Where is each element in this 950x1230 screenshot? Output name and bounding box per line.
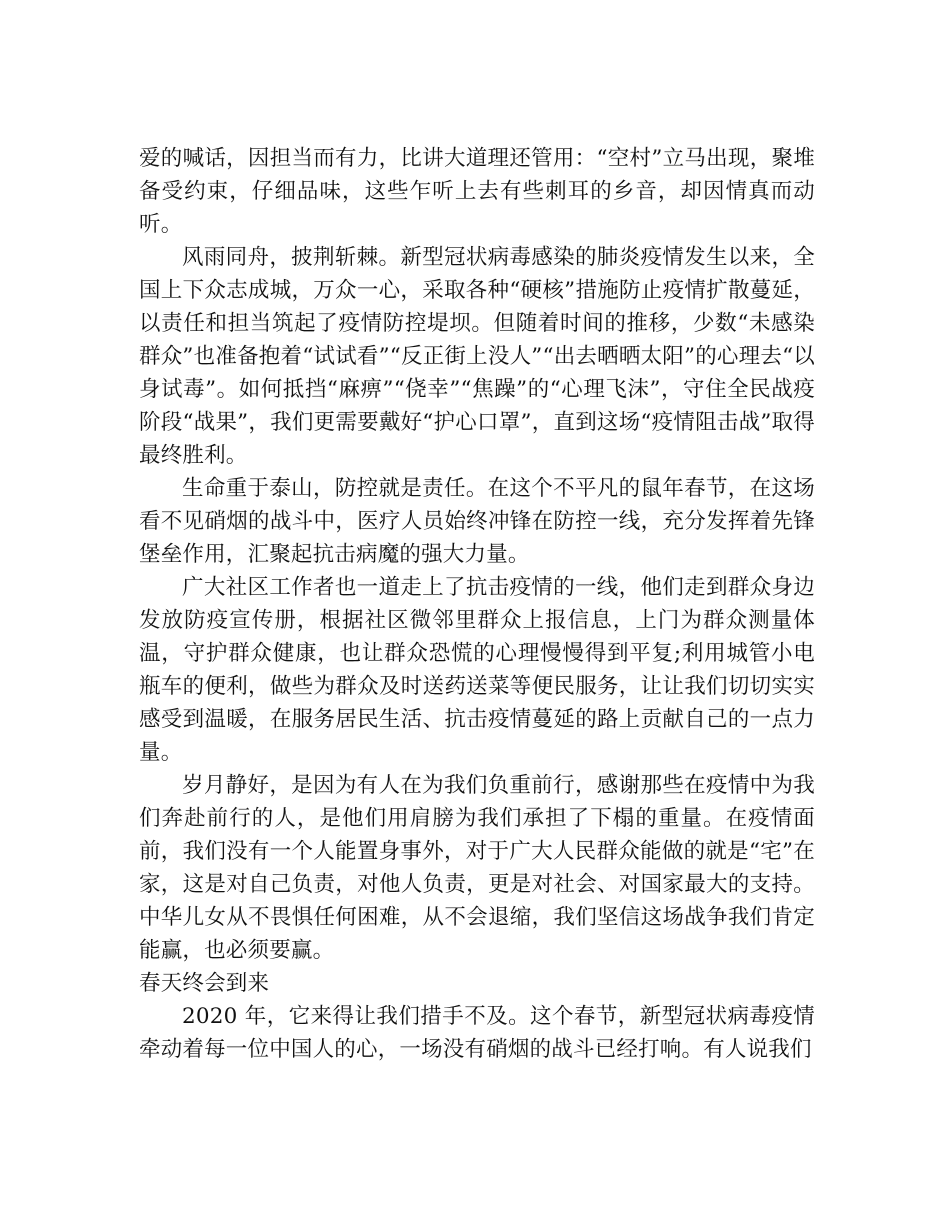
paragraph-continued: 爱的喊话，因担当而有力，比讲大道理还管用：“空村”立马出现，聚堆备受约束，仔细品味，这些乍听上去有些刺耳的乡音，却因情真而动听。 xyxy=(139,146,815,237)
paragraph: 风雨同舟，披荆斩棘。新型冠状病毒感染的肺炎疫情发生以来，全国上下众志成城，万众一心，采取各种“硬核”措施防止疫情扩散蔓延，以责任和担当筑起了疫情防控堤坝。但随着时间的推移，少数“未感染群众”也准备抱着“试试看”“反正街上没人”“出去晒晒太阳”的心理去“以身试毒”。如何抵挡“麻痹”“侥幸”“焦躁”的“心理飞沫”，守住全民战疫阶段“战果”，我们更需要戴好“护心口罩”，直到这场“疫情阻击战”取得最终胜利。 xyxy=(139,245,815,468)
section-heading: 春天终会到来 xyxy=(139,971,270,996)
paragraph: 岁月静好，是因为有人在为我们负重前行，感谢那些在疫情中为我们奔赴前行的人，是他们用肩膀为我们承担了下榻的重量。在疫情面前，我们没有一个人能置身事外，对于广大人民群众能做的就是“宅”在家，这是对自己负责，对他人负责，更是对社会、对国家最大的支持。中华儿女从不畏惧任何困难，从不会退缩，我们坚信这场战争我们肯定能赢，也必须要赢。 xyxy=(139,773,815,963)
paragraph: 2020 年，它来得让我们措手不及。这个春节，新型冠状病毒疫情牵动着每一位中国人的心，一场没有硝烟的战斗已经打响。有人说我们 xyxy=(139,1004,815,1062)
paragraph: 广大社区工作者也一道走上了抗击疫情的一线，他们走到群众身边发放防疫宣传册，根据社区微邻里群众上报信息，上门为群众测量体温，守护群众健康，也让群众恐慌的心理慢慢得到平复;利用城管小电瓶车的便利，做些为群众及时送药送菜等便民服务，让让我们切切实实感受到温暖，在服务居民生活、抗击疫情蔓延的路上贡献自己的一点力量。 xyxy=(139,575,815,765)
paragraph: 生命重于泰山，防控就是责任。在这个不平凡的鼠年春节，在这场看不见硝烟的战斗中，医疗人员始终冲锋在防控一线，充分发挥着先锋堡垒作用，汇聚起抗击病魔的强大力量。 xyxy=(139,476,815,567)
document-body xyxy=(139,142,815,1066)
